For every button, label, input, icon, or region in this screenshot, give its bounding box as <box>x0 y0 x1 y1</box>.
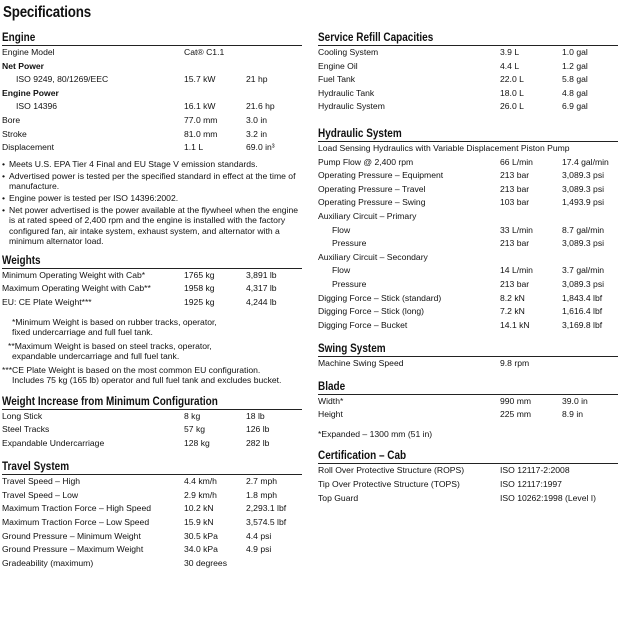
spec-label: Auxiliary Circuit – Primary <box>318 210 417 221</box>
spec-label: Displacement <box>2 142 55 153</box>
section-divider <box>2 268 302 269</box>
spec-label: Long Stick <box>2 410 43 421</box>
spec-label: Height <box>318 409 343 420</box>
footnote-mark: * <box>12 316 16 327</box>
spec-label: Operating Pressure – Equipment <box>318 170 444 181</box>
bullet-note <box>2 159 302 169</box>
spec-value-imperial: 2,293.1 lbf <box>246 503 287 514</box>
spec-label: Digging Force – Bucket <box>318 319 408 330</box>
spec-value-imperial: 4,244 lb <box>246 297 277 308</box>
spec-label: Pressure <box>332 238 367 249</box>
spec-row <box>318 211 618 225</box>
spec-label: Ground Pressure – Maximum Weight <box>2 544 144 555</box>
spec-value-imperial: 3,089.3 psi <box>562 238 605 249</box>
section-footnotes <box>2 317 302 386</box>
footnote-mark: ** <box>8 340 15 351</box>
spec-value-imperial: 126 lb <box>246 424 270 435</box>
spec-value-metric: 4.4 km/h <box>184 476 217 487</box>
spec-row <box>318 238 618 252</box>
spec-row <box>2 544 302 558</box>
section-hydraulic <box>318 127 618 333</box>
spec-value-metric: 22.0 L <box>500 74 524 85</box>
spec-row <box>318 88 618 102</box>
spec-label: Load Sensing Hydraulics with Variable Displacement Piston Pump <box>318 142 570 153</box>
spec-value-imperial: 3.7 gal/min <box>562 265 605 276</box>
spec-value-imperial: 3,169.8 lbf <box>562 319 603 330</box>
spec-value-metric: ISO 12117:1997 <box>500 478 562 489</box>
section-divider <box>318 394 618 395</box>
page-title: Specifications <box>3 4 91 21</box>
spec-row <box>2 74 302 88</box>
spec-value-metric: 213 bar <box>500 183 530 194</box>
spec-value-metric: 14 L/min <box>500 265 533 276</box>
spec-value-imperial: 39.0 in <box>562 395 588 406</box>
spec-value-metric: 34.0 kPa <box>184 544 218 555</box>
spec-label: Machine Swing Speed <box>318 358 404 369</box>
spec-value-metric: 57 kg <box>184 424 206 435</box>
bullet-text: Advertised power is tested per the specified standard in effect at the time of manufacture. <box>9 170 296 192</box>
spec-row <box>318 184 618 198</box>
spec-row <box>318 306 618 320</box>
section-certification <box>318 449 618 506</box>
bullet-text: Engine power is tested per ISO 14396:2002. <box>9 193 179 204</box>
spec-row <box>318 47 618 61</box>
spec-value-metric: 1958 kg <box>184 283 215 294</box>
spec-row <box>318 320 618 334</box>
spec-label: Expandable Undercarriage <box>2 437 105 448</box>
spec-row <box>318 293 618 307</box>
spec-label: Maximum Traction Force – High Speed <box>2 503 152 514</box>
spec-value-imperial: 18 lb <box>246 410 265 421</box>
spec-label: Maximum Operating Weight with Cab** <box>2 283 151 294</box>
section-divider <box>2 474 302 475</box>
bullet-icon: • <box>2 193 6 204</box>
bullet-text: Meets U.S. EPA Tier 4 Final and EU Stage V emission standards. <box>9 158 258 169</box>
spec-row <box>318 396 618 410</box>
spec-value-imperial: 2.7 mph <box>246 476 278 487</box>
spec-value-metric: 4.4 L <box>500 60 520 71</box>
spec-value-imperial: 17.4 gal/min <box>562 156 609 167</box>
footnote-line <box>2 365 302 375</box>
bullet-icon: • <box>2 205 6 216</box>
bullet-note <box>2 171 302 191</box>
spec-row <box>318 465 618 479</box>
spec-label: Travel Speed – Low <box>2 489 79 500</box>
spec-row <box>318 74 618 88</box>
spec-label: Flow <box>332 265 351 276</box>
spec-value-imperial: 1,843.4 lbf <box>562 292 603 303</box>
spec-value-metric: ISO 10262:1998 (Level I) <box>500 492 597 503</box>
spec-row <box>318 493 618 507</box>
spec-row <box>2 61 302 75</box>
spec-label: Steel Tracks <box>2 424 50 435</box>
section-weights <box>2 254 302 386</box>
spec-row <box>318 358 618 372</box>
section-title: Swing System <box>318 342 386 356</box>
spec-row <box>318 61 618 75</box>
spec-row <box>2 411 302 425</box>
spec-label: EU: CE Plate Weight*** <box>2 297 92 308</box>
footnote <box>2 365 302 385</box>
section-notes <box>2 159 302 246</box>
spec-label: Width* <box>318 395 344 406</box>
footnote-line <box>2 341 302 351</box>
spec-value-metric: 66 L/min <box>500 156 533 167</box>
spec-label: Bore <box>2 114 21 125</box>
spec-label: Net Power <box>2 60 45 71</box>
section-title: Travel System <box>2 460 70 474</box>
spec-row <box>318 479 618 493</box>
footnote <box>2 341 302 361</box>
spec-row <box>2 129 302 143</box>
section-travel <box>2 460 302 571</box>
spec-row <box>2 101 302 115</box>
section-title: Hydraulic System <box>318 126 402 140</box>
spec-value-imperial: 1.2 gal <box>562 60 588 71</box>
spec-value-metric: 77.0 mm <box>184 114 218 125</box>
spec-value-imperial: 1,616.4 lbf <box>562 306 603 317</box>
spec-label: Stroke <box>2 128 27 139</box>
spec-row <box>318 265 618 279</box>
spec-row <box>2 47 302 61</box>
section-title: Weights <box>2 253 41 267</box>
spec-label: Pressure <box>332 278 367 289</box>
footnote <box>2 317 302 337</box>
spec-value-imperial: 4.4 psi <box>246 530 272 541</box>
bullet-icon: • <box>2 170 6 181</box>
spec-label: Cooling System <box>318 47 379 57</box>
spec-row <box>318 225 618 239</box>
spec-value-imperial: 21 hp <box>246 74 268 85</box>
footnote-text: Maximum Weight is based on steel tracks, operator, <box>14 340 212 351</box>
spec-label: Flow <box>332 224 351 235</box>
spec-label: Auxiliary Circuit – Secondary <box>318 251 428 262</box>
spec-value-imperial: 6.9 gal <box>562 101 588 112</box>
spec-value-metric: 2.9 km/h <box>184 489 217 500</box>
bullet-note <box>2 193 302 203</box>
spec-value-metric: 26.0 L <box>500 101 524 112</box>
section-title: Weight Increase from Minimum Configuration <box>2 394 218 408</box>
spec-value-metric: 14.1 kN <box>500 319 530 330</box>
section-blade <box>318 380 618 440</box>
section-title: Certification – Cab <box>318 449 407 463</box>
footnote-line <box>2 317 302 327</box>
right-column <box>318 31 618 506</box>
spec-value-metric: 1.1 L <box>184 142 204 153</box>
section-service-refill <box>318 31 618 115</box>
spec-value-metric: 30 degrees <box>184 557 228 568</box>
spec-row <box>2 270 302 284</box>
spec-row <box>318 197 618 211</box>
section-divider <box>2 409 302 410</box>
spec-row <box>2 297 302 311</box>
spec-row <box>2 283 302 297</box>
spec-value-metric: 213 bar <box>500 238 530 249</box>
spec-label: Roll Over Protective Structure (ROPS) <box>318 465 465 476</box>
spec-label: Digging Force – Stick (long) <box>318 306 425 317</box>
footnote-mark: *** <box>2 365 13 376</box>
spec-value-metric: 30.5 kPa <box>184 530 218 541</box>
spec-row <box>2 142 302 156</box>
footnote-continuation: fixed undercarriage and full fuel tank. <box>12 326 153 337</box>
bullet-note <box>2 205 302 246</box>
spec-row <box>2 490 302 504</box>
section-divider <box>318 45 618 46</box>
spec-value-imperial: 8.7 gal/min <box>562 224 605 235</box>
spec-value-metric: 81.0 mm <box>184 128 218 139</box>
section-engine <box>2 31 302 246</box>
spec-label: ISO 14396 <box>16 101 58 112</box>
spec-value-metric: 213 bar <box>500 278 530 289</box>
spec-label: Tip Over Protective Structure (TOPS) <box>318 478 460 489</box>
spec-row <box>2 115 302 129</box>
spec-label: Ground Pressure – Minimum Weight <box>2 530 141 541</box>
spec-label: ISO 9249, 80/1269/EEC <box>16 74 109 85</box>
spec-value-imperial: 3.0 in <box>246 114 268 125</box>
spec-value-metric: 9.8 rpm <box>500 358 530 369</box>
section-swing <box>318 342 618 372</box>
spec-row <box>2 476 302 490</box>
spec-row <box>318 157 618 171</box>
spec-row <box>2 517 302 531</box>
spec-label: Pump Flow @ 2,400 rpm <box>318 156 414 167</box>
spec-label: Top Guard <box>318 492 359 503</box>
spec-row <box>318 170 618 184</box>
spec-value-metric: 103 bar <box>500 197 530 208</box>
spec-value-imperial: 8.9 in <box>562 409 584 420</box>
spec-value-metric: 213 bar <box>500 170 530 181</box>
spec-label: Operating Pressure – Travel <box>318 183 426 194</box>
spec-label: Hydraulic Tank <box>318 87 375 98</box>
spec-value-metric: 1765 kg <box>184 269 215 280</box>
spec-value-metric: 3.9 L <box>500 47 520 57</box>
section-title: Blade <box>318 379 346 393</box>
spec-value-metric: 128 kg <box>184 437 210 448</box>
spec-row <box>2 531 302 545</box>
spec-label: Minimum Operating Weight with Cab* <box>2 269 146 280</box>
section-title: Service Refill Capacities <box>318 31 434 44</box>
spec-row <box>2 88 302 102</box>
spec-row <box>2 558 302 572</box>
spec-value-imperial: 3,089.3 psi <box>562 170 605 181</box>
spec-value-imperial: 1.8 mph <box>246 489 278 500</box>
footnote-text: Minimum Weight is based on rubber tracks, operator, <box>15 316 217 327</box>
section-divider <box>318 356 618 357</box>
section-divider <box>318 141 618 142</box>
spec-value-imperial: 69.0 in³ <box>246 142 275 153</box>
spec-value-imperial: 1,493.9 psi <box>562 197 605 208</box>
spec-value-metric: Cat® C1.1 <box>184 47 225 57</box>
spec-value-metric: 990 mm <box>500 395 532 406</box>
spec-value-imperial: 3,089.3 psi <box>562 183 605 194</box>
spec-label: Fuel Tank <box>318 74 356 85</box>
spec-row <box>2 503 302 517</box>
footnote-continuation: Includes 75 kg (165 lb) operator and full fuel tank and excludes bucket. <box>12 375 282 386</box>
spec-value-metric: ISO 12117-2:2008 <box>500 465 570 476</box>
spec-row <box>318 279 618 293</box>
spec-value-metric: 15.7 kW <box>184 74 216 85</box>
spec-label: Engine Model <box>2 47 55 57</box>
spec-row <box>318 252 618 266</box>
bullet-icon: • <box>2 158 6 169</box>
spec-value-metric: 18.0 L <box>500 87 524 98</box>
spec-value-imperial: 5.8 gal <box>562 74 588 85</box>
spec-label: Engine Power <box>2 87 59 98</box>
spec-value-imperial: 282 lb <box>246 437 270 448</box>
spec-label: Digging Force – Stick (standard) <box>318 292 442 303</box>
spec-value-imperial: 1.0 gal <box>562 47 588 57</box>
spec-value-imperial: 4.8 gal <box>562 87 588 98</box>
spec-label: Travel Speed – High <box>2 476 81 487</box>
section-title: Engine <box>2 31 36 44</box>
spec-value-imperial: 3,891 lb <box>246 269 277 280</box>
section-weight-increase <box>2 395 302 452</box>
spec-label: Hydraulic System <box>318 101 385 112</box>
bullet-text: Net power advertised is the power available at the flywheel when the engine is at rated speed of 2,400 rpm and the engine is installed with the factory configured fan, air intake system, exhaust system, and alternator with a minimum alternator load. <box>9 205 299 246</box>
spec-value-metric: 225 mm <box>500 409 532 420</box>
spec-value-imperial: 3,089.3 psi <box>562 278 605 289</box>
section-note: *Expanded – 1300 mm (51 in) <box>318 429 433 440</box>
footnote-text: CE Plate Weight is based on the most common EU configuration. <box>12 365 261 376</box>
spec-value-metric: 7.2 kN <box>500 306 525 317</box>
spec-value-metric: 8.2 kN <box>500 292 525 303</box>
left-column <box>2 31 302 571</box>
spec-value-imperial: 21.6 hp <box>246 101 275 112</box>
section-divider <box>2 45 302 46</box>
spec-value-metric: 16.1 kW <box>184 101 216 112</box>
spec-row <box>318 143 618 157</box>
spec-value-imperial: 4,317 lb <box>246 283 277 294</box>
spec-label: Gradeability (maximum) <box>2 557 94 568</box>
spec-label: Engine Oil <box>318 60 358 71</box>
spec-value-imperial: 3,574.5 lbf <box>246 517 287 528</box>
spec-label: Maximum Traction Force – Low Speed <box>2 517 150 528</box>
spec-value-metric: 10.2 kN <box>184 503 214 514</box>
spec-value-metric: 15.9 kN <box>184 517 214 528</box>
spec-value-metric: 1925 kg <box>184 297 215 308</box>
spec-value-imperial: 4.9 psi <box>246 544 272 555</box>
spec-value-metric: 8 kg <box>184 410 201 421</box>
section-divider <box>318 463 618 464</box>
spec-row <box>2 424 302 438</box>
spec-label: Operating Pressure – Swing <box>318 197 426 208</box>
footnote-continuation: expandable undercarriage and full fuel tank. <box>12 351 180 362</box>
spec-row <box>318 101 618 115</box>
spec-row <box>318 409 618 423</box>
spec-row <box>2 438 302 452</box>
spec-value-imperial: 3.2 in <box>246 128 268 139</box>
spec-value-metric: 33 L/min <box>500 224 533 235</box>
